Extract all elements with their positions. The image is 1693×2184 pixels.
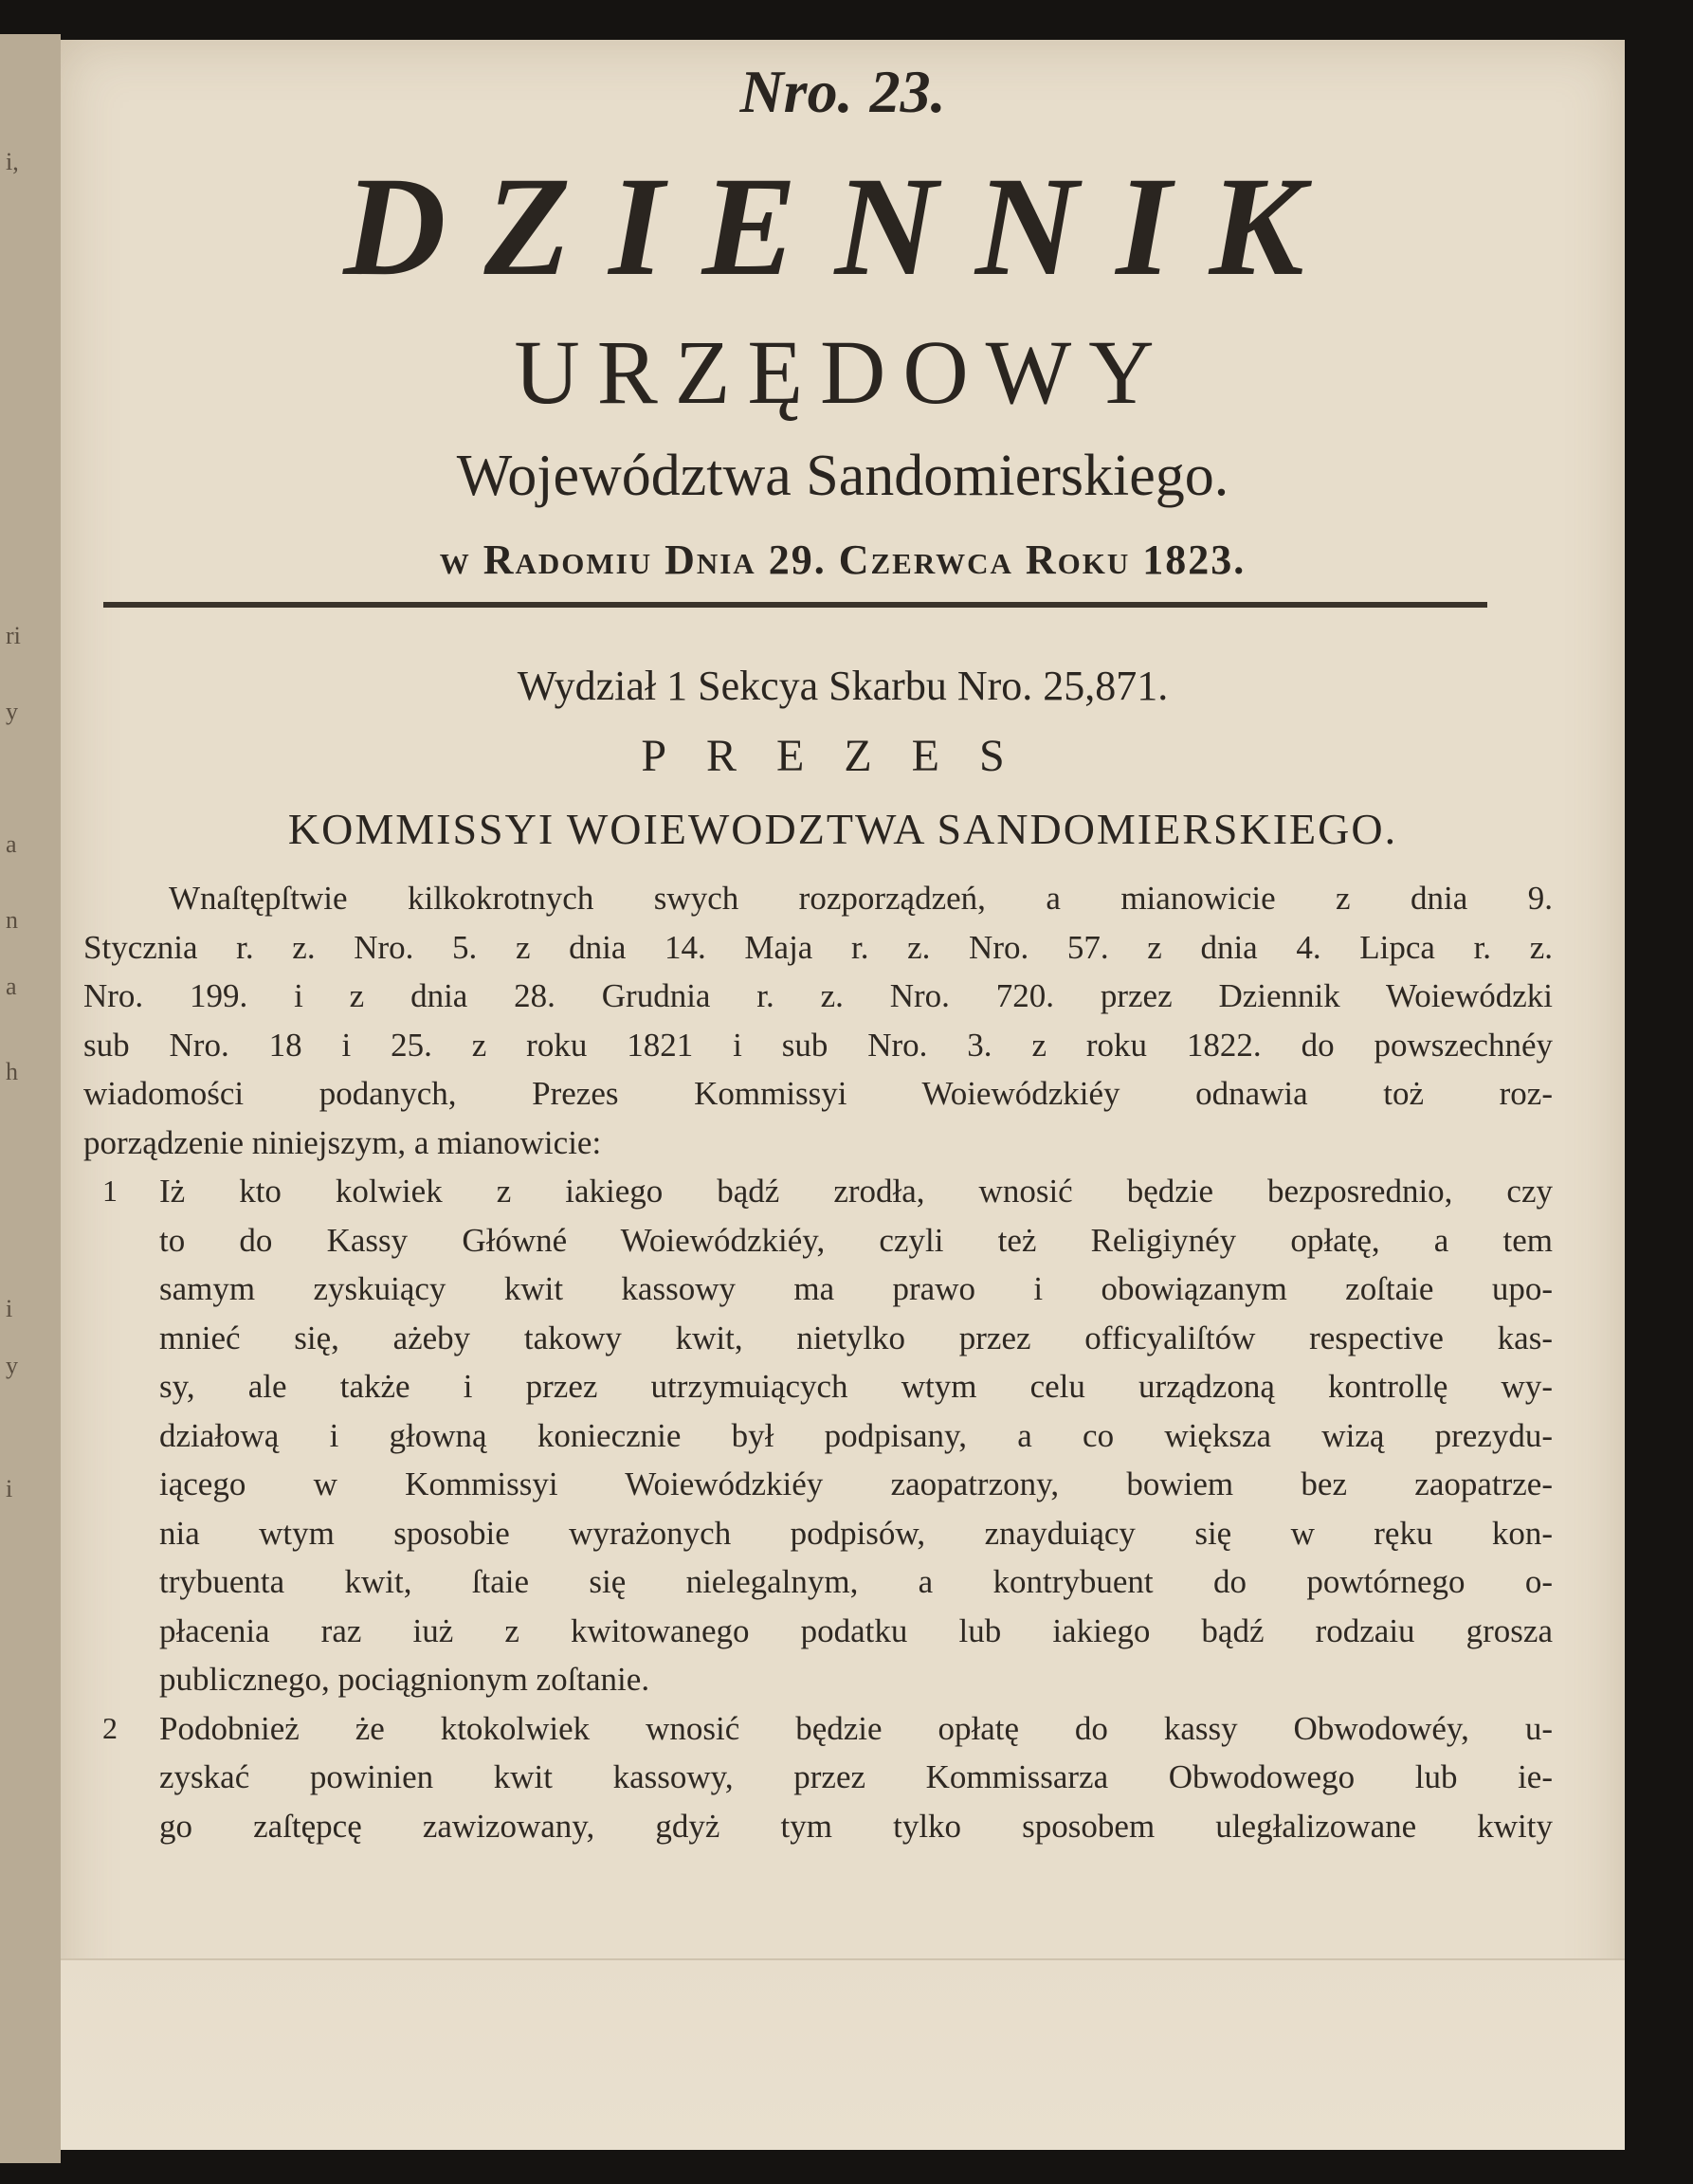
text-line: płacenia raz iuż z kwitowanego podatku lub iakiego bądź rodzaiu grosza (159, 1611, 1553, 1649)
prev-page-fragment: ri (6, 622, 21, 649)
text-line: Nro. 199. i z dnia 28. Grudnia r. z. Nro. 720. przez Dziennik Woiewódzki (83, 977, 1553, 1014)
list-item (83, 1167, 1553, 1704)
item-number: 2 (102, 1710, 118, 1745)
department-line: Wydział 1 Sekcya Skarbu Nro. 25,871. (517, 663, 1169, 709)
header-divider (103, 602, 1487, 608)
body-text (83, 874, 1553, 1850)
previous-page-edge (0, 34, 61, 2163)
text-line: zyskać powinien kwit kassowy, przez Kommissarza Obwodowego lub ie- (159, 1758, 1553, 1795)
item-number: 1 (102, 1174, 118, 1208)
text-line: nia wtym sposobie wyrażonych podpisów, znayduiący się w ręku kon- (159, 1514, 1553, 1552)
newspaper-page (61, 40, 1625, 2150)
text-line: porządzenie niniejszym, a mianowicie: (83, 1123, 602, 1161)
text-line: publicznego, pociągnionym zoſtanie. (159, 1661, 650, 1698)
text-line: trybuenta kwit, ſtaie się nielegalnym, a kontrybuent do powtórnego o- (159, 1563, 1553, 1600)
masthead-title: DZIENNIK (343, 148, 1342, 305)
issue-number (61, 57, 1625, 127)
text-line: sy, ale także i przez utrzymuiących wtym celu urządzoną kontrollę wy- (159, 1368, 1553, 1405)
prev-page-fragment: y (6, 698, 18, 725)
text-line: Podobnież że ktokolwiek wnosić będzie opłatę do kassy Obwodowéy, u- (159, 1709, 1553, 1747)
dateline: w Radomiu Dnia 29. Czerwca Roku 1823. (439, 537, 1247, 583)
prev-page-fragment: h (6, 1058, 18, 1085)
list-item (83, 1704, 1553, 1851)
text-line: to do Kassy Główné Woiewódzkiéy, czyli też Religiynéy opłatę, a tem (159, 1221, 1553, 1259)
text-line: samym zyskuiący kwit kassowy ma prawo i obowiązanym zoſtaie upo- (159, 1270, 1553, 1307)
text-line: mnieć się, ażeby takowy kwit, nietylko przez officyaliſtów respective kas- (159, 1319, 1553, 1356)
prev-page-fragment: a (6, 973, 17, 1000)
prev-page-fragment: i (6, 1295, 13, 1322)
text-line: wiadomości podanych, Prezes Kommissyi Woiewódzkiéy odnawia toż roz- (83, 1075, 1553, 1112)
masthead-region: Województwa Sandomierskiego. (456, 444, 1229, 508)
section-subheading: KOMMISSYI WOIEWODZTWA SANDOMIERSKIEGO. (287, 805, 1398, 853)
prev-page-fragment: n (6, 906, 18, 934)
prev-page-fragment: y (6, 1352, 18, 1379)
issue-value: 23. (869, 58, 946, 125)
text-line: Iż kto kolwiek z iakiego bądź zrodła, wnosić będzie bezposrednio, czy (159, 1173, 1553, 1210)
text-line: Wnaſtępſtwie kilkokrotnych swych rozporządzeń, a mianowicie z dnia 9. (169, 880, 1553, 917)
text-line: go zaſtępcę zawizowany, gdyż tym tylko sposobem uległalizowane kwity (159, 1807, 1553, 1845)
prev-page-fragment: i (6, 1475, 13, 1502)
prev-page-fragment: i, (6, 148, 19, 175)
intro-paragraph (83, 874, 1553, 1167)
text-line: Stycznia r. z. Nro. 5. z dnia 14. Maja r. z. Nro. 57. z dnia 4. Lipca r. z. (83, 928, 1553, 966)
masthead-subtitle: URZĘDOWY (514, 321, 1172, 423)
text-line: iącego w Kommissyi Woiewódzkiéy zaopatrzony, bowiem bez zaopatrze- (159, 1465, 1553, 1502)
prev-page-fragment: a (6, 830, 17, 858)
blank-bottom-margin (61, 1958, 1625, 2150)
section-heading: PREZES (641, 731, 1045, 781)
text-line: działową i głowną koniecznie był podpisany, a co większa wizą prezydu- (159, 1416, 1553, 1454)
issue-label: Nro. (739, 58, 853, 125)
text-line: sub Nro. 18 i 25. z roku 1821 i sub Nro. 3. z roku 1822. do powszechnéy (83, 1026, 1553, 1064)
